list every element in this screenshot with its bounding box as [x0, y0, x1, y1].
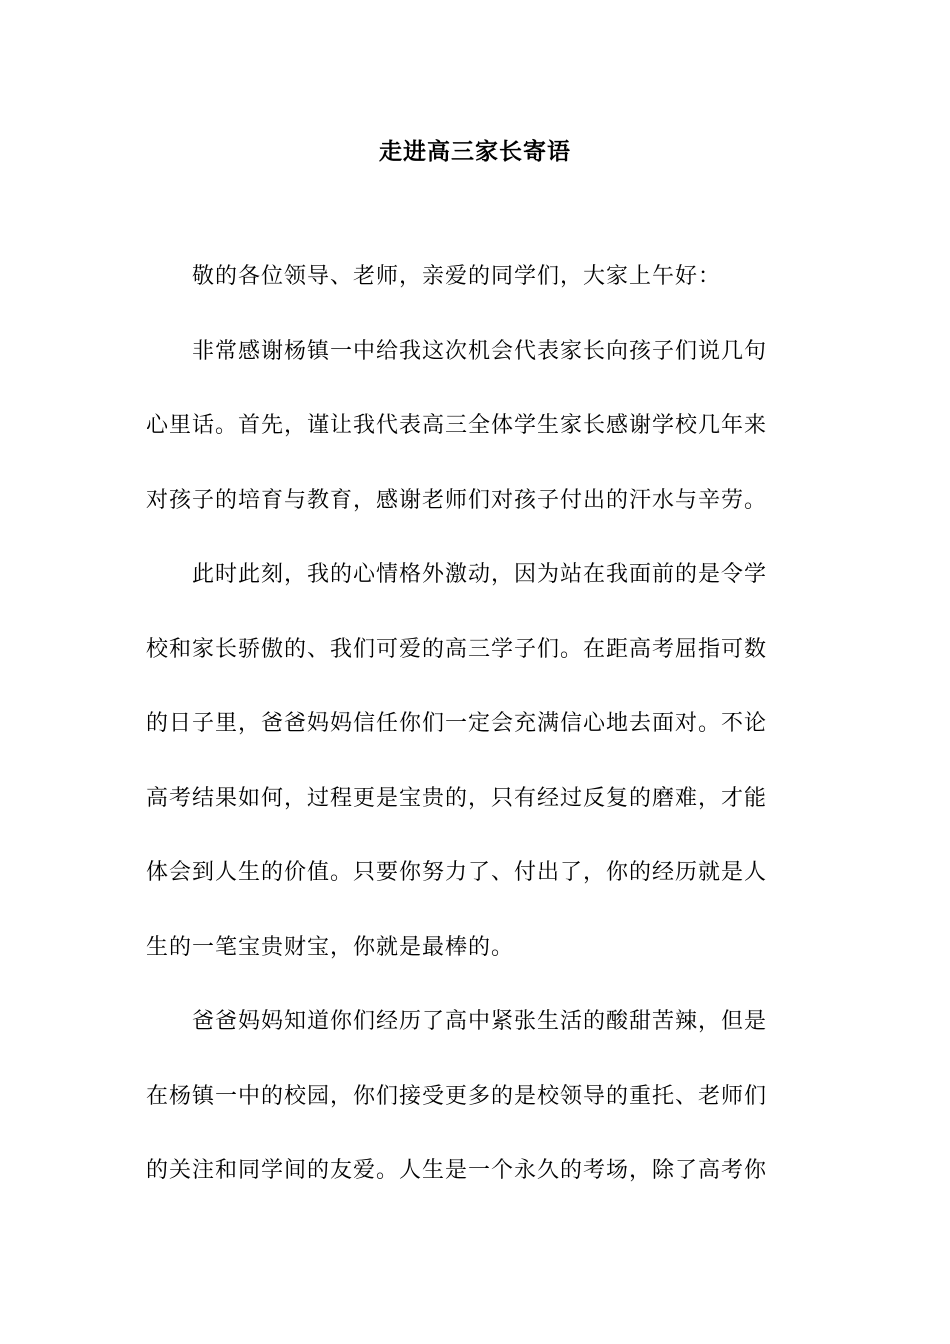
paragraph-line: 心里话。首先，谨让我代表高三全体学生家长感谢学校几年来 [146, 413, 768, 438]
paragraph-line: 非常感谢杨镇一中给我这次机会代表家长向孩子们说几句 [192, 338, 768, 364]
paragraph-line: 此时此刻，我的心情格外激动，因为站在我面前的是令学 [192, 562, 768, 587]
paragraph-line: 爸爸妈妈知道你们经历了高中紧张生活的酸甜苦辣，但是 [192, 1009, 768, 1034]
paragraph-line: 体会到人生的价值。只要你努力了、付出了，你的经历就是人 [146, 860, 768, 885]
paragraph-line: 在杨镇一中的校园，你们接受更多的是校领导的重托、老师们 [146, 1083, 768, 1109]
document-title: 走进高三家长寄语 [379, 138, 571, 165]
paragraph-line: 生的一笔宝贵财宝，你就是最棒的。 [146, 934, 515, 960]
paragraph-line: 敬的各位领导、老师，亲爱的同学们，大家上午好： [192, 264, 722, 289]
paragraph-line: 对孩子的培育与教育，感谢老师们对孩子付出的汗水与辛劳。 [146, 487, 768, 513]
paragraph-line: 的日子里，爸爸妈妈信任你们一定会充满信心地去面对。不论 [146, 711, 768, 736]
paragraph-line: 高考结果如何，过程更是宝贵的，只有经过反复的磨难，才能 [146, 785, 768, 811]
document-body [146, 254, 806, 1223]
paragraph-line: 的关注和同学间的友爱。人生是一个永久的考场，除了高考你 [146, 1158, 768, 1183]
paragraph-line: 校和家长骄傲的、我们可爱的高三学子们。在距高考屈指可数 [146, 636, 768, 662]
